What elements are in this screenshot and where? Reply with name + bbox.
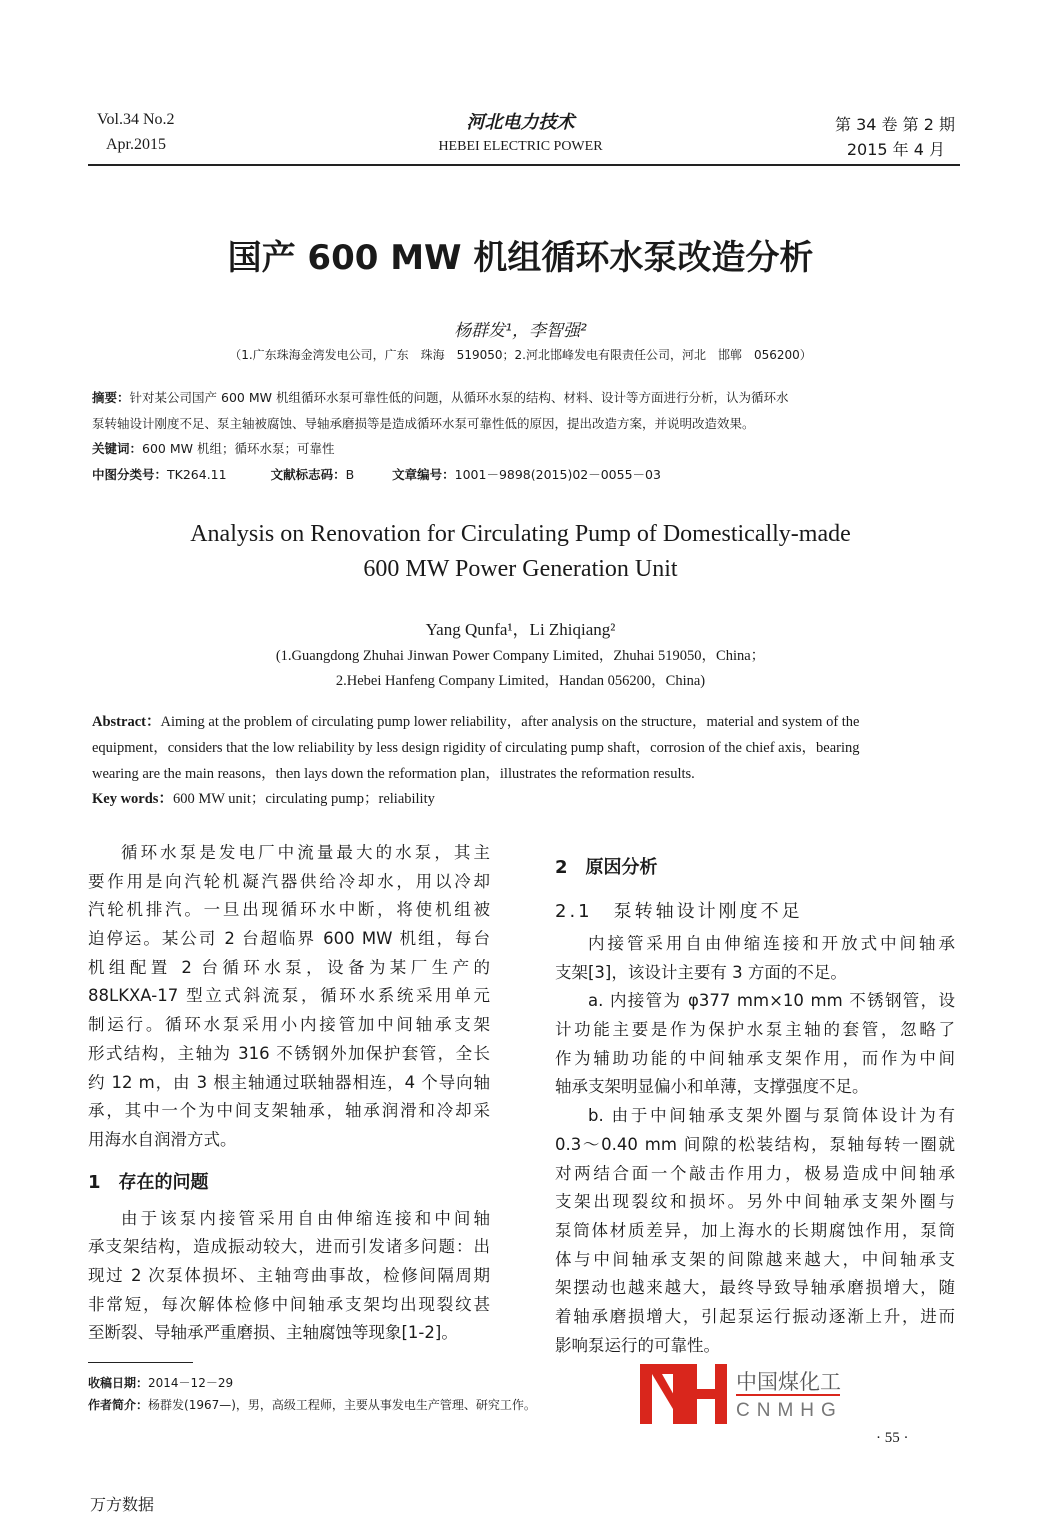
section-1-heading: 1 存在的问题	[88, 1171, 209, 1193]
watermark-cn: 中国煤化工	[736, 1370, 841, 1394]
section-2-1-heading: 2.1 泵转轴设计刚度不足	[555, 901, 803, 922]
text-line: 现过 2 次泵体损坏、主轴弯曲事故，检修间隔周期	[88, 1265, 490, 1285]
text-line: 机组配置 2 台循环水泵，设备为某厂生产的	[88, 957, 490, 977]
abstract-cn-label: 摘要：	[92, 390, 130, 405]
author-bio	[88, 1396, 536, 1413]
title-en-line2: 600 MW Power Generation Unit	[363, 556, 678, 582]
affiliation-en-line1: (1.Guangdong Zhuhai Jinwan Power Company Limited，Zhuhai 519050，China；	[275, 648, 766, 664]
right-column	[555, 846, 955, 1360]
abstract-en-label: Abstract：	[92, 714, 161, 730]
text-line: 约 12 m，由 3 根主轴通过联轴器相连，4 个导向轴	[88, 1072, 490, 1092]
title-cn: 国产 600 MW 机组循环水泵改造分析	[227, 238, 814, 278]
bio-value: 杨群发(1967—)，男，高级工程师，主要从事发电生产管理、研究工作。	[148, 1398, 536, 1412]
abstract-en-line3: wearing are the main reasons，then lays down the reformation plan，illustrates the reformation results.	[92, 766, 695, 782]
doc-code-label: 文献标志码：	[270, 467, 346, 482]
text-line: 形式结构，主轴为 316 不锈钢外加保护套管，全长	[88, 1043, 490, 1063]
text-line: 对两结合面一个敲击作用力，极易造成中间轴承	[555, 1163, 955, 1183]
article-number-value: 1001－9898(2015)02－0055－03	[454, 467, 661, 482]
paragraph-a	[555, 987, 955, 1102]
text-line: 承，其中一个为中间支架轴承，轴承润滑和冷却采	[88, 1101, 490, 1121]
keywords-cn-value: 600 MW 机组；循环水泵；可靠性	[142, 441, 335, 456]
text-line: 汽轮机排汽。一旦出现循环水中断，将使机组被	[88, 900, 490, 920]
text-line: 0.3～0.40 mm 间隙的松装结构，泵轴每转一圈就	[555, 1134, 955, 1154]
bio-label: 作者简介：	[88, 1398, 149, 1412]
text-line: 循环水泵是发电厂中流量最大的水泵，其主	[121, 843, 490, 862]
journal-title-en: HEBEI ELECTRIC POWER	[438, 139, 603, 154]
issue-date: Apr.2015	[106, 136, 166, 153]
text-line: 内接管采用自由伸缩连接和开放式中间轴承	[588, 934, 955, 953]
text-line: 作为辅助功能的中间轴承支架作用，而作为中间	[555, 1048, 955, 1068]
abstract-cn-line2: 泵转轴设计刚度不足、泵主轴被腐蚀、导轴承磨损等是造成循环水泵可靠性低的原因，提出改造方案，并说明改造效果。	[92, 416, 755, 431]
affiliation-cn: （1.广东珠海金湾发电公司，广东 珠海 519050；2.河北邯峰发电有限责任公司，河北 邯郸 056200）	[229, 348, 812, 362]
watermark-en: CNMHG	[736, 1400, 843, 1421]
doc-code-value: B	[345, 467, 355, 482]
text-line: b. 由于中间轴承支架外圈与泵筒体设计为有	[588, 1106, 955, 1126]
text-line: 88LKXA-17 型立式斜流泵，循环水系统采用单元	[88, 986, 490, 1006]
keywords-en	[92, 787, 435, 808]
text-line: 由于该泵内接管采用自由伸缩连接和中间轴	[121, 1208, 490, 1228]
text-line: 迫停运。某公司 2 台超临界 600 MW 机组，每台	[88, 929, 490, 949]
text-line: 制运行。循环水泵采用小内接管加中间轴承支架	[88, 1015, 490, 1035]
keywords-en-value: 600 MW unit；circulating pump；reliability	[172, 791, 435, 807]
intro-paragraph	[88, 839, 490, 1155]
section-2-heading: 2 原因分析	[555, 857, 658, 878]
mh-logo-icon	[640, 1364, 730, 1424]
abstract-cn-text: 针对某公司国产 600 MW 机组循环水泵可靠性低的问题，从循环水泵的结构、材料、设计等方面进行分析，认为循环水	[129, 390, 789, 405]
text-line: 体与中间轴承支架的间隙越来越大，中间轴承支	[555, 1249, 955, 1269]
section-1-paragraph	[88, 1205, 490, 1348]
watermark-rule	[736, 1394, 840, 1396]
text-line: 泵筒体材质差异，加上海水的长期腐蚀作用，泵筒	[555, 1220, 955, 1240]
clc-label: 中图分类号：	[92, 467, 168, 482]
authors-cn: 杨群发¹，李智强²	[454, 321, 587, 341]
received-date	[88, 1374, 233, 1391]
abstract-cn-line1	[92, 388, 788, 406]
clc-value: TK264.11	[167, 467, 227, 482]
date-cn: 2015 年 4 月	[846, 140, 945, 159]
text-line: 非常短，每次解体检修中间轴承支架均出现裂纹甚	[88, 1294, 490, 1314]
keywords-cn-label: 关键词：	[92, 441, 143, 456]
affiliation-en-line2: 2.Hebei Hanfeng Company Limited，Handan 056200，China)	[335, 673, 706, 689]
left-column	[88, 839, 490, 1348]
volume-number: Vol.34 No.2	[97, 111, 175, 128]
text-line: 架摆动也越来越大，最终导致导轴承磨损增大，随	[555, 1278, 955, 1298]
journal-title-cn: 河北电力技术	[466, 112, 575, 133]
received-value: 2014－12－29	[148, 1376, 234, 1390]
text-line: a. 内接管为 φ377 mm×10 mm 不锈钢管，设	[588, 991, 955, 1011]
abstract-en-line1	[92, 710, 860, 731]
abstract-en-text: Aiming at the problem of circulating pump lower reliability，after analysis on the structure，material and system of the	[160, 714, 860, 730]
page-number: · 55 ·	[876, 1430, 909, 1446]
abstract-en-line2: equipment，considers that the low reliability by less design rigidity of circulating pump shaft，corrosion of the chief axis，bearing	[92, 740, 860, 756]
text-line: 用海水自润滑方式。	[88, 1129, 237, 1149]
keywords-en-label: Key words：	[92, 791, 173, 807]
text-line: 计功能主要是作为保护水泵主轴的套管，忽略了	[555, 1020, 955, 1040]
article-number-label: 文章编号：	[392, 467, 455, 482]
text-line: 承支架结构，造成振动较大，进而引发诸多问题：出	[88, 1237, 490, 1257]
keywords-cn	[92, 439, 334, 457]
paragraph-b	[555, 1102, 955, 1360]
text-line: 支架出现裂纹和损坏。另外中间轴承支架外圈与	[555, 1192, 955, 1212]
text-line: 着轴承磨损增大，引起泵运行振动逐渐上升，进而	[555, 1306, 955, 1326]
classification-row	[92, 465, 661, 483]
received-label: 收稿日期：	[88, 1376, 149, 1390]
volume-cn: 第 34 卷 第 2 期	[835, 115, 955, 134]
watermark-logo	[640, 1364, 843, 1428]
text-line: 支架[3]，该设计主要有 3 方面的不足。	[555, 962, 847, 982]
title-en-line1: Analysis on Renovation for Circulating Pump of Domestically-made	[190, 521, 851, 547]
footnote-rule	[88, 1362, 193, 1363]
authors-en: Yang Qunfa¹，Li Zhiqiang²	[425, 620, 616, 639]
text-line: 至断裂、导轴承严重磨损、主轴腐蚀等现象[1-2]。	[88, 1323, 458, 1343]
header-rule	[88, 164, 960, 166]
text-line: 要作用是向汽轮机凝汽器供给冷却水，用以冷却	[88, 871, 490, 891]
text-line: 影响泵运行的可靠性。	[555, 1335, 720, 1355]
text-line: 轴承支架明显偏小和单薄，支撑强度不足。	[555, 1077, 869, 1097]
paragraph-intro	[555, 930, 955, 987]
source-label: 万方数据	[90, 1495, 155, 1514]
